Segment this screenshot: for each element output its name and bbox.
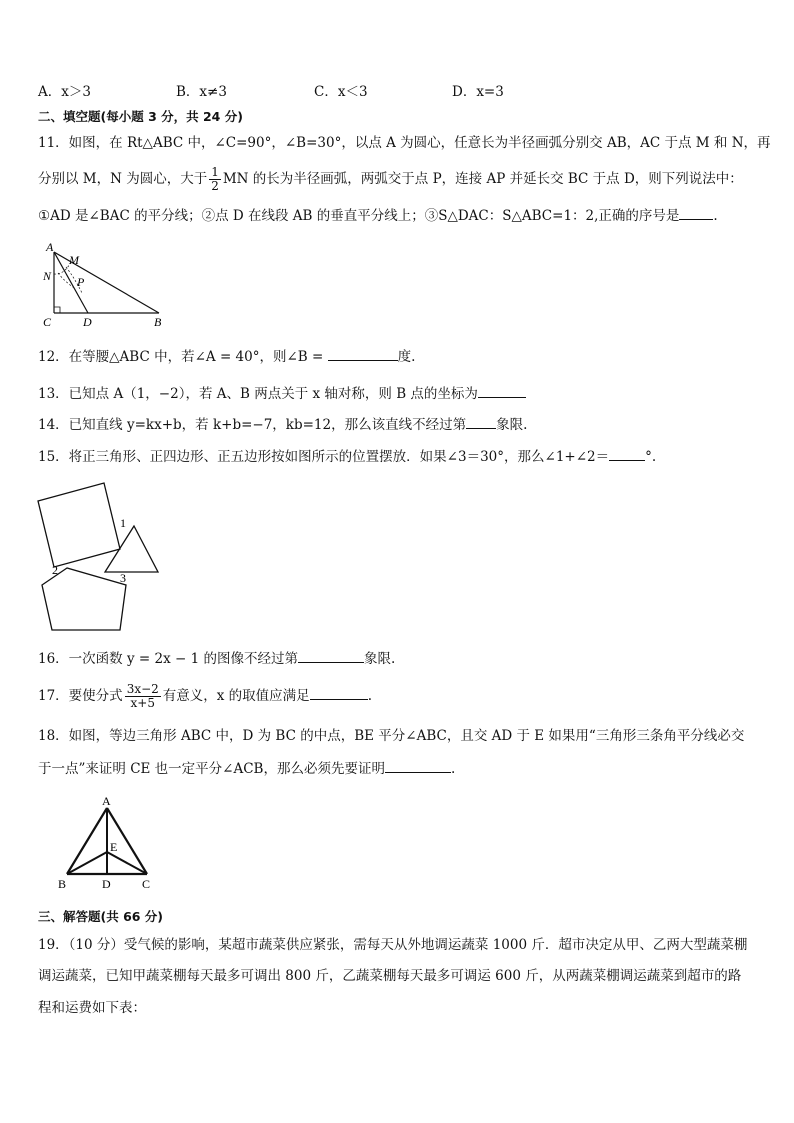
q11-text-a: 分别以 M，N 为圆心，大于 (38, 171, 208, 187)
q11-frac-den: 2 (211, 179, 219, 193)
choice-b: B．x≠3 (176, 84, 227, 100)
q11-fraction (209, 166, 221, 193)
q11-label-P: P (77, 275, 85, 289)
section-3-heading: 三、解答题(共 66 分) (38, 909, 164, 924)
q11-figure (38, 237, 188, 332)
q11-label-C: C (43, 315, 52, 329)
q18-answer-blank (385, 758, 451, 773)
q12 (38, 346, 758, 367)
q13 (38, 383, 758, 404)
q18-line-1: 18．如图，等边三角形 ABC 中，D 为 BC 的中点，BE 平分∠ABC，且交 AD 于 E 如果用“三角形三条角平分线必交 (38, 728, 745, 744)
q15-end: °. (645, 449, 657, 465)
q14 (38, 414, 758, 435)
q17-end: . (367, 688, 372, 704)
q14-end: 象限. (496, 417, 528, 433)
q12-text: 12．在等腰△ABC 中，若∠A = 40°，则∠B = (38, 349, 324, 365)
q11-line-3 (38, 205, 758, 226)
q17-frac-den: x+5 (130, 696, 155, 710)
q16-end: 象限. (363, 651, 396, 667)
q15-label-2: 2 (52, 563, 58, 577)
choice-d: D．x=3 (452, 84, 504, 100)
q17-fraction (125, 683, 161, 710)
q11-line-1: 11．如图，在 Rt△ABC 中，∠C=90°，∠B=30°，以点 A 为圆心，任意长为半径画弧分别交 AB，AC 于点 M 和 N，再 (38, 135, 771, 151)
q13-answer-blank (478, 383, 526, 398)
q18-label-B: B (58, 877, 67, 891)
q11-text-c: ①AD 是∠BAC 的平分线；②点 D 在线段 AB 的垂直平分线上；③S△DAC：S△ABC=1：2,正确的序号是 (38, 208, 680, 224)
q15-text: 15．将正三角形、正四边形、正五边形按如图所示的位置摆放．如果∠3＝30°，那么∠1+∠2＝ (38, 449, 610, 465)
q15-label-3: 3 (120, 571, 126, 585)
q13-text: 13．已知点 A（1，−2），若 A、B 两点关于 x 轴对称，则 B 点的坐标为 (38, 386, 478, 402)
q12-end: 度. (397, 349, 416, 365)
q15-figure (34, 475, 174, 635)
q18-label-A: A (102, 794, 111, 808)
q18-end: . (450, 761, 456, 777)
q18-label-C: C (142, 877, 151, 891)
q15-label-1: 1 (120, 516, 126, 530)
section-2-heading: 二、填空题(每小题 3 分，共 24 分) (38, 109, 243, 124)
q14-text: 14．已知直线 y=kx+b，若 k+b=−7，kb=12，那么该直线不经过第 (38, 417, 467, 433)
q11-line-2 (38, 166, 758, 193)
q16-text: 16．一次函数 y = 2x − 1 的图像不经过第 (38, 651, 298, 667)
q18-text: 于一点”来证明 CE 也一定平分∠ACB，那么必须先要证明 (38, 761, 385, 777)
q17-text-a: 17．要使分式 (38, 688, 123, 704)
q18-label-D: D (102, 877, 111, 891)
q18-line-2 (38, 758, 758, 779)
q17-text-b: 有意义，x 的取值应满足 (162, 688, 310, 704)
q19-line-3: 程和运费如下表： (38, 1000, 146, 1016)
q18-label-E: E (110, 840, 118, 854)
q11-label-M: M (69, 253, 79, 267)
q11-text-b: MN 的长为半径画弧，两弧交于点 P，连接 AP 并延长交 BC 于点 D，则下列说法中： (222, 171, 743, 187)
q11-period: . (713, 208, 718, 224)
q11-answer-blank (679, 205, 713, 220)
q15-answer-blank (609, 446, 645, 461)
q17-frac-num: 3x−2 (126, 682, 159, 696)
q11-frac-num: 1 (211, 165, 219, 179)
q15 (38, 446, 758, 467)
q19-line-1: 19．（10 分）受气候的影响，某超市蔬菜供应紧张，需每天从外地调运蔬菜 1000 斤．超市决定从甲、乙两大型蔬菜棚 (38, 937, 748, 953)
choice-a: A．x＞3 (38, 84, 91, 100)
q12-answer-blank (328, 346, 398, 361)
q11-label-B: B (154, 315, 162, 329)
q11-label-A: A (46, 240, 54, 254)
q17 (38, 683, 758, 710)
q11-label-N: N (43, 269, 52, 283)
q16-answer-blank (298, 648, 364, 663)
q11-label-D: D (83, 315, 92, 329)
q17-answer-blank (310, 685, 368, 700)
q19-line-2: 调运蔬菜，已知甲蔬菜棚每天最多可调出 800 斤，乙蔬菜棚每天最多可调运 600 斤，从两蔬菜棚调运蔬菜到超市的路 (38, 968, 742, 984)
choice-c: C．x＜3 (314, 84, 368, 100)
q18-figure (56, 792, 166, 892)
q14-answer-blank (466, 414, 496, 429)
q16 (38, 648, 758, 669)
